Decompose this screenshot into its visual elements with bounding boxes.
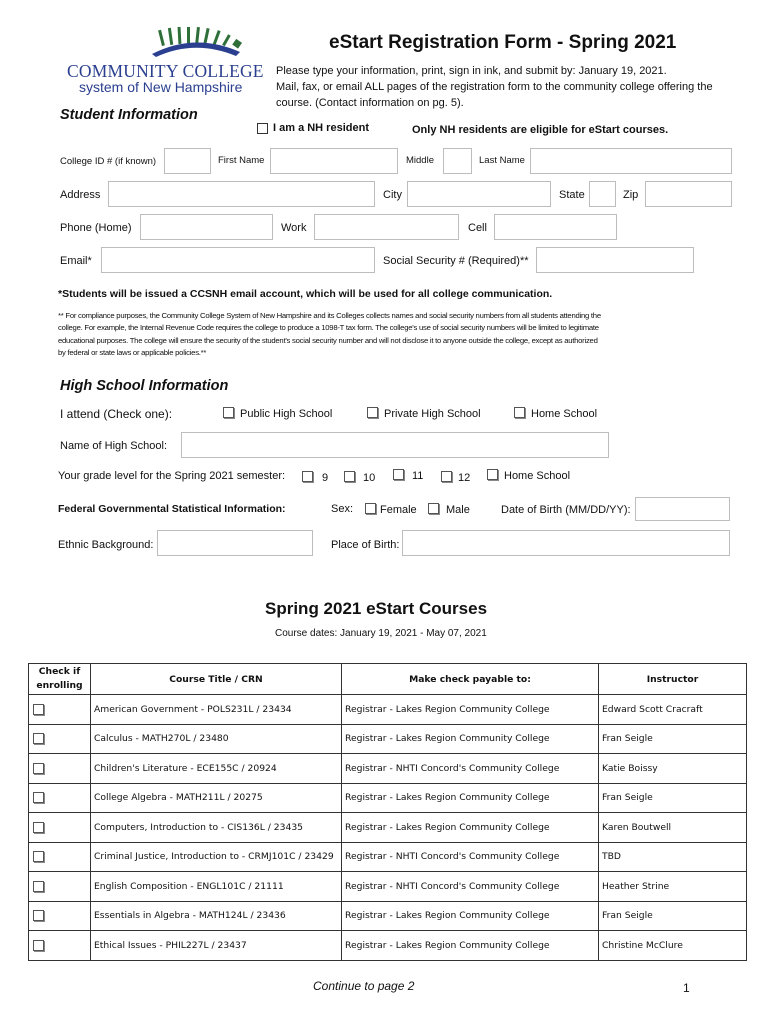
federal-info-label: Federal Governmental Statistical Information: [58,503,286,515]
enroll-checkbox[interactable] [33,704,44,715]
ssn-field[interactable] [536,247,694,273]
grade-home-school-checkbox[interactable] [487,469,498,480]
phone-home-field[interactable] [140,214,273,240]
payable-cell: Registrar - Lakes Region Community College [342,695,599,725]
middle-label: Middle [406,155,434,166]
high-school-name-field[interactable] [181,432,609,458]
email-label: Email* [60,255,92,267]
grade-10-label: 10 [363,472,376,484]
table-row [29,872,747,902]
college-logo [60,22,264,98]
enroll-cell [29,901,91,931]
instructions-line-1: Please type your information, print, sign in ink, and submit by: January 19, 2021. [276,65,667,77]
ssn-label: Social Security # (Required)** [383,255,529,267]
course-title-cell: Children's Literature - ECE155C / 20924 [91,754,342,784]
col-payable-header: Make check payable to: [342,664,599,695]
instructor-cell: Heather Strine [599,872,747,902]
student-info-heading: Student Information [60,107,198,123]
logo-arc-icon [60,22,260,58]
work-field[interactable] [314,214,459,240]
enroll-cell [29,783,91,813]
enroll-checkbox[interactable] [33,733,44,744]
courses-heading: Spring 2021 eStart Courses [265,599,488,618]
home-school-label: Home School [531,408,598,420]
table-row [29,783,747,813]
first-name-label: First Name [218,155,265,166]
sex-label: Sex: [331,503,354,515]
table-row [29,695,747,725]
enroll-checkbox[interactable] [33,910,44,921]
instructor-cell: Karen Boutwell [599,813,747,843]
course-title-cell: American Government - POLS231L / 23434 [91,695,342,725]
page-number: 1 [683,981,690,995]
enroll-cell [29,842,91,872]
table-row [29,754,747,784]
enroll-cell [29,872,91,902]
compliance-line-2: college. For example, the Internal Revenue Code requires the college to produce a 1098-T tax form. The college's use of social security numbers will be limited to legitimate [58,323,599,332]
last-name-label: Last Name [479,155,525,166]
enroll-cell [29,931,91,961]
grade-11-checkbox[interactable] [393,469,404,480]
last-name-field[interactable] [530,148,732,174]
city-label: City [383,189,402,201]
enroll-cell [29,813,91,843]
course-title-cell: Essentials in Algebra - MATH124L / 23436 [91,901,342,931]
high-school-heading: High School Information [60,378,229,394]
grade-home-school-label: Home School [504,470,571,482]
payable-cell: Registrar - Lakes Region Community College [342,813,599,843]
high-school-name-label: Name of High School: [60,440,167,452]
enroll-cell [29,724,91,754]
payable-cell: Registrar - Lakes Region Community College [342,901,599,931]
zip-field[interactable] [645,181,732,207]
grade-9-label: 9 [322,472,329,484]
address-field[interactable] [108,181,375,207]
instructor-cell: Katie Boissy [599,754,747,784]
instructor-cell: Fran Seigle [599,901,747,931]
enroll-checkbox[interactable] [33,763,44,774]
course-title-cell: Computers, Introduction to - CIS136L / 23435 [91,813,342,843]
compliance-line-1: ** For compliance purposes, the Community College System of New Hampshire and its Colleges collects names and social security numbers from all students attending the [58,311,601,320]
phone-home-label: Phone (Home) [60,222,132,234]
page-title: eStart Registration Form - Spring 2021 [329,32,677,53]
enroll-cell [29,695,91,725]
first-name-field[interactable] [270,148,398,174]
place-of-birth-field[interactable] [402,530,730,556]
course-dates: Course dates: January 19, 2021 - May 07, 2021 [275,628,487,639]
instructor-cell: Edward Scott Cracraft [599,695,747,725]
nh-note: Only NH residents are eligible for eStart courses. [412,124,669,136]
grade-level-label: Your grade level for the Spring 2021 semester: [58,470,286,482]
payable-cell: Registrar - NHTI Concord's Community College [342,754,599,784]
logo-line1: COMMUNITY COLLEGE [67,61,264,81]
private-school-checkbox[interactable] [367,407,378,418]
logo-line2: system of New Hampshire [79,79,243,95]
grade-12-label: 12 [458,472,471,484]
nh-resident-checkbox[interactable] [257,123,268,134]
college-id-field[interactable] [164,148,211,174]
enroll-checkbox[interactable] [33,851,44,862]
private-school-label: Private High School [384,408,481,420]
col-check-header [29,664,91,695]
ethnic-field[interactable] [157,530,313,556]
table-row [29,901,747,931]
table-row [29,724,747,754]
compliance-line-3: educational purposes. The college will ensure the security of the student's social security number and will not disclose it to anyone outside the college, except as authorized [58,336,598,345]
male-label: Male [446,504,470,516]
middle-field[interactable] [443,148,472,174]
courses-table [28,663,747,961]
table-row [29,931,747,961]
col-check-line2: enrolling [36,680,83,691]
female-label: Female [380,504,417,516]
enroll-checkbox[interactable] [33,792,44,803]
instructions-line-3: course. (Contact information on pg. 5). [276,97,464,109]
payable-cell: Registrar - Lakes Region Community College [342,931,599,961]
instructor-cell: TBD [599,842,747,872]
instructor-cell: Fran Seigle [599,783,747,813]
course-title-cell: Criminal Justice, Introduction to - CRMJ101C / 23429 [91,842,342,872]
col-instructor-header: Instructor [599,664,747,695]
grade-9-checkbox[interactable] [302,471,313,482]
male-checkbox[interactable] [428,503,439,514]
ethnic-label: Ethnic Background: [58,539,154,551]
female-checkbox[interactable] [365,503,376,514]
state-field[interactable] [589,181,616,207]
continue-note: Continue to page 2 [313,979,415,993]
instructor-cell: Christine McClure [599,931,747,961]
dob-field[interactable] [635,497,730,521]
instructions-line-2: Mail, fax, or email ALL pages of the registration form to the community college offering the [276,81,713,93]
compliance-line-4: by federal or state laws or applicable policies.** [58,348,207,357]
payable-cell: Registrar - NHTI Concord's Community College [342,872,599,902]
course-title-cell: Calculus - MATH270L / 23480 [91,724,342,754]
enroll-checkbox[interactable] [33,881,44,892]
enroll-cell [29,754,91,784]
grade-10-checkbox[interactable] [344,471,355,482]
zip-label: Zip [623,189,639,201]
work-label: Work [281,222,307,234]
public-school-label: Public High School [240,408,333,420]
dob-label: Date of Birth (MM/DD/YY): [501,504,631,516]
address-label: Address [60,189,101,201]
college-id-label: College ID # (if known) [60,156,157,167]
nh-resident-label: I am a NH resident [273,122,369,134]
grade-12-checkbox[interactable] [441,471,452,482]
payable-cell: Registrar - NHTI Concord's Community College [342,842,599,872]
email-field[interactable] [101,247,375,273]
table-row [29,813,747,843]
grade-11-label: 11 [412,470,424,482]
table-header-row [29,664,747,695]
city-field[interactable] [407,181,551,207]
col-check-line1: Check if [38,666,81,677]
course-title-cell: English Composition - ENGL101C / 21111 [91,872,342,902]
home-school-checkbox[interactable] [514,407,525,418]
state-label: State [559,189,585,201]
enroll-checkbox[interactable] [33,822,44,833]
payable-cell: Registrar - Lakes Region Community College [342,783,599,813]
cell-label: Cell [468,222,487,234]
instructor-cell: Fran Seigle [599,724,747,754]
col-title-header: Course Title / CRN [91,664,342,695]
place-of-birth-label: Place of Birth: [331,539,400,551]
attend-label: I attend (Check one): [60,407,173,421]
enroll-checkbox[interactable] [33,940,44,951]
email-note: *Students will be issued a CCSNH email account, which will be used for all college communication. [58,288,553,300]
course-title-cell: Ethical Issues - PHIL227L / 23437 [91,931,342,961]
table-row [29,842,747,872]
payable-cell: Registrar - Lakes Region Community College [342,724,599,754]
cell-field[interactable] [494,214,617,240]
public-school-checkbox[interactable] [223,407,234,418]
course-title-cell: College Algebra - MATH211L / 20275 [91,783,342,813]
